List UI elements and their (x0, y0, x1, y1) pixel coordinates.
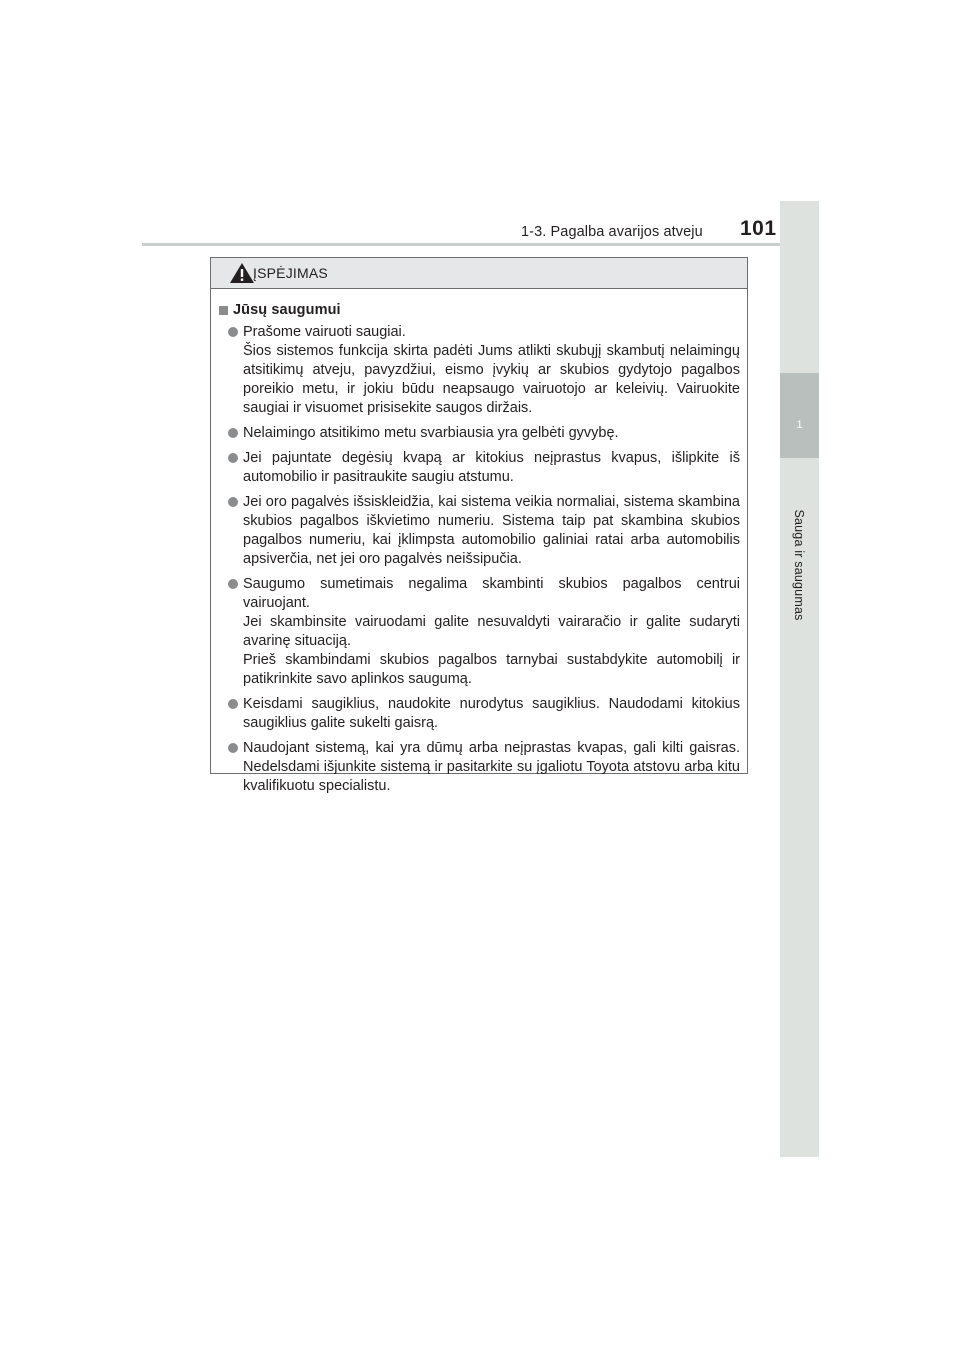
bullet-icon (228, 699, 238, 709)
list-item (218, 493, 740, 569)
warning-triangle-icon (229, 262, 255, 284)
list-item (218, 323, 740, 418)
subheading (218, 301, 740, 319)
item-paragraph: Naudojant sistemą, kai yra dūmų arba neįprastas kvapas, gali kilti gaisras. Nedelsdami išjunkite sistemą ir pasitarkite su įgaliotu Toyota atstovu arba kitu kvalifikuotu specialistu. (243, 740, 740, 794)
warning-box (210, 257, 748, 794)
square-bullet-icon (219, 306, 228, 315)
bullet-icon (228, 428, 238, 438)
item-paragraph: Nelaimingo atsitikimo metu svarbiausia yra gelbėti gyvybę. (243, 425, 619, 441)
item-paragraph: Keisdami saugiklius, naudokite nurodytus saugiklius. Naudodami kitokius saugiklius galite sukelti gaisrą. (243, 696, 740, 731)
list-item (218, 424, 740, 443)
header-rule (142, 243, 819, 246)
bullet-icon (228, 327, 238, 337)
section-title: 1-3. Pagalba avarijos atveju (521, 224, 703, 240)
bullet-icon (228, 579, 238, 589)
side-column (780, 201, 819, 1157)
warning-title: ĮSPĖJIMAS (253, 265, 328, 281)
chapter-label: Sauga ir saugumas (792, 509, 806, 621)
item-paragraph: Prašome vairuoti saugiai. (243, 324, 406, 340)
bullet-icon (228, 453, 238, 463)
item-paragraph: Jei pajuntate degėsių kvapą ar kitokius neįprastus kvapus, išlipkite iš automobilio ir pasitraukite saugiu atstumu. (243, 450, 740, 485)
item-paragraph: Šios sistemos funkcija skirta padėti Jums atlikti skubųjį skambutį nelaimingų atsitikimų atveju, pavyzdžiui, eismo įvykių ar skubios gydytojo pagalbos poreikio metu, ir jokiu būdu neapsaugo vairuotojo ar keleivių. Vairuokite saugiai ir visuomet prisisekite saugos diržais. (243, 343, 740, 416)
list-item (218, 695, 740, 733)
item-paragraph: Jei skambinsite vairuodami galite nesuvaldyti vairaračio ir galite sudaryti avarinę situaciją. (243, 614, 740, 649)
bullet-icon (228, 743, 238, 753)
item-paragraph: Prieš skambindami skubios pagalbos tarnybai sustabdykite automobilį ir patikrinkite savo aplinkos saugumą. (243, 652, 740, 687)
bullet-icon (228, 497, 238, 507)
item-paragraph: Saugumo sumetimais negalima skambinti skubios pagalbos centrui vairuojant. (243, 576, 740, 611)
warning-body (211, 289, 747, 796)
list-item (218, 575, 740, 689)
item-paragraph: Jei oro pagalvės išsiskleidžia, kai sistema veikia normaliai, sistema skambina skubios pagalbos iškvietimo numeriu. Sistema taip pat skambina skubios pagalbos numeriu, kai įklimpsta automobilio galiniai ratai arba automobilis apsiverčia, net jei oro pagalvės neišsipučia. (243, 494, 740, 567)
list-item (218, 739, 740, 796)
list-item (218, 449, 740, 487)
subheading-text: Jūsų saugumui (233, 302, 341, 318)
page-number: 101 (740, 217, 777, 240)
warning-header (211, 258, 747, 289)
chapter-tab (780, 373, 819, 458)
chapter-number: 1 (796, 419, 803, 431)
